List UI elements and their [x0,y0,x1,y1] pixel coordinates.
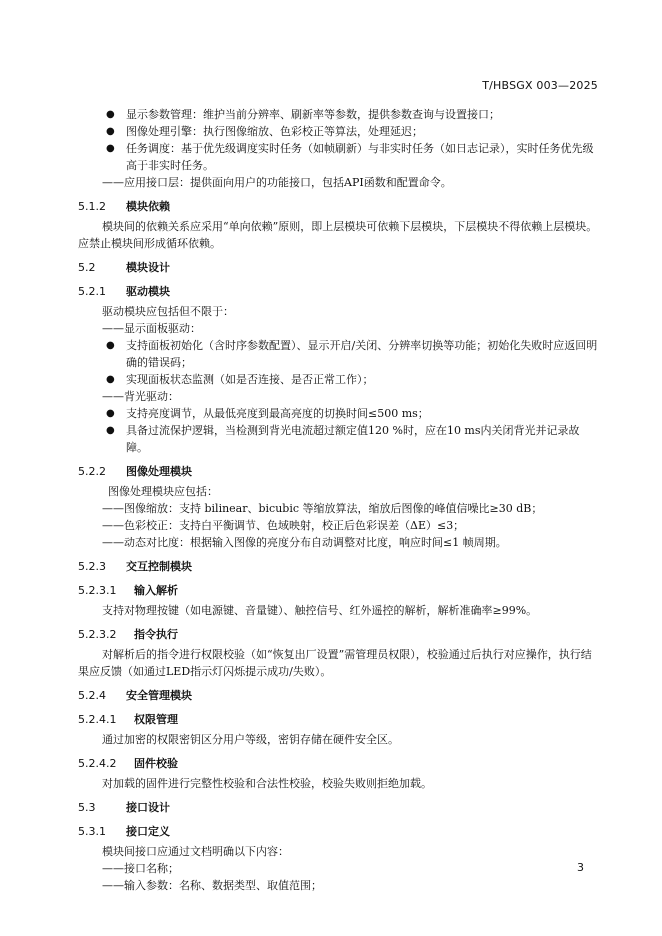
heading-5-2-4: 5.2.4 安全管理模块 [78,689,192,702]
bullet-icon: ● [106,408,115,419]
dash-item: ——应用接口层：提供面向用户的功能接口，包括API函数和配置命令。 [102,176,452,189]
heading-5-2-3-1: 5.2.3.1 输入解析 [78,584,178,597]
dash-item: ——图像缩放：支持 bilinear、bicubic 等缩放算法，缩放后图像的峰值信噪比≥30 dB； [102,502,543,515]
bullet-icon: ● [106,340,115,351]
heading-5-2-1: 5.2.1 驱动模块 [78,285,170,298]
document-id: T/HBSGX 003—2025 [482,79,598,92]
dash-item: ——显示面板驱动： [102,322,201,335]
paragraph: 对解析后的指令进行权限校验（如“恢复出厂设置”需管理员权限），校验通过后执行对应操作，执行结果应反馈（如通过LED指示灯闪烁提示成功/失败）。 [78,648,592,678]
list-item: ● 图像处理引擎：执行图像缩放、色彩校正等算法，处理延迟； [106,125,423,138]
paragraph: 模块间接口应通过文档明确以下内容： [102,845,289,858]
list-item: ● 实现面板状态监测（如是否连接、是否正常工作）； [106,373,374,386]
page-content [78,106,598,894]
heading-5-2-4-1: 5.2.4.1 权限管理 [78,713,178,726]
paragraph: 支持对物理按键（如电源键、音量键）、触控信号、红外遥控的解析，解析准确率≥99%。 [102,604,538,617]
heading-5-2-4-2: 5.2.4.2 固件校验 [78,757,178,770]
bullet-icon: ● [106,126,115,137]
dash-item: ——接口名称； [102,862,179,875]
paragraph: 驱动模块应包括但不限于： [102,305,234,318]
list-item: ● 支持面板初始化（含时序参数配置）、显示开启/关闭、分辨率切换等功能；初始化失败时应返回明确的错误码； [106,339,598,369]
heading-5-1-2: 5.1.2 模块依赖 [78,200,170,213]
heading-5-2-2: 5.2.2 图像处理模块 [78,465,192,478]
dash-item: ——输入参数：名称、数据类型、取值范围； [102,879,322,892]
bullet-icon: ● [106,109,115,120]
page-number: 3 [577,861,584,874]
paragraph: 对加载的固件进行完整性校验和合法性校验，校验失败则拒绝加载。 [102,777,432,790]
paragraph: 模块间的依赖关系应采用“单向依赖”原则，即上层模块可依赖下层模块，下层模块不得依赖上层模块。应禁止模块间形成循环依赖。 [78,220,598,250]
list-item: ● 支持亮度调节，从最低亮度到最高亮度的切换时间≤500 ms； [106,407,429,420]
heading-5-3-1: 5.3.1 接口定义 [78,825,170,838]
dash-item: ——色彩校正：支持白平衡调节、色域映射，校正后色彩误差（ΔE）≤3； [102,519,465,532]
heading-5-3: 5.3 接口设计 [78,801,170,814]
bullet-icon: ● [106,374,115,385]
paragraph: 图像处理模块应包括： [108,485,218,498]
bullet-icon: ● [106,425,115,436]
heading-5-2-3: 5.2.3 交互控制模块 [78,560,192,573]
bullet-icon: ● [106,143,115,154]
list-item: ● 显示参数管理：维护当前分辨率、刷新率等参数，提供参数查询与设置接口； [106,108,500,121]
list-item: ● 任务调度：基于优先级调度实时任务（如帧刷新）与非实时任务（如日志记录），实时任务优先级高于非实时任务。 [106,142,594,172]
dash-item: ——背光驱动： [102,390,179,403]
dash-item: ——动态对比度：根据输入图像的亮度分布自动调整对比度，响应时间≤1 帧周期。 [102,536,507,549]
list-item: ● 具备过流保护逻辑，当检测到背光电流超过额定值120 %时，应在10 ms内关闭背光并记录故障。 [106,424,580,454]
heading-5-2: 5.2 模块设计 [78,261,170,274]
heading-5-2-3-2: 5.2.3.2 指令执行 [78,628,178,641]
paragraph: 通过加密的权限密钥区分用户等级，密钥存储在硬件安全区。 [102,733,399,746]
